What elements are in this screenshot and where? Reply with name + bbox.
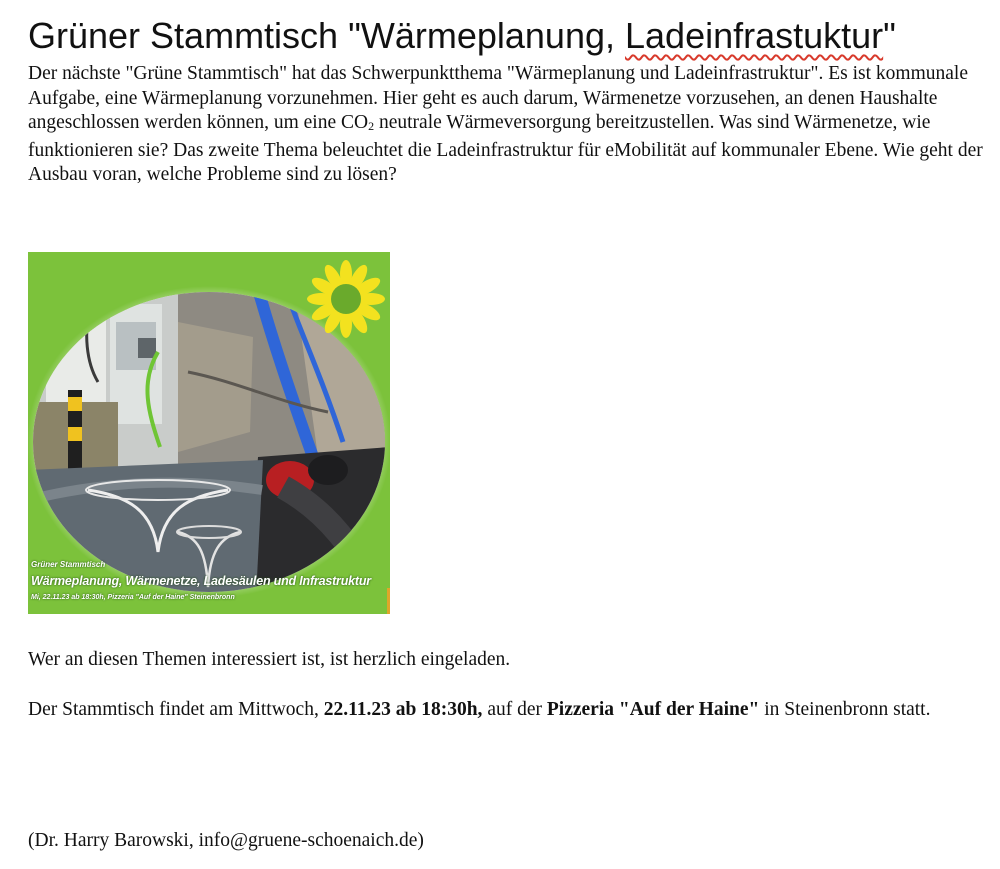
event-venue: Pizzeria "Auf der Haine" xyxy=(546,699,760,720)
event-suffix: in Steinenbronn statt. xyxy=(759,699,931,720)
flyer-event-details: Mi, 22.11.23 ab 18:30h, Pizzeria "Auf der Haine" Steinenbronn xyxy=(31,594,235,601)
page-title xyxy=(28,14,988,58)
event-prefix: Der Stammtisch findet am Mittwoch, xyxy=(28,699,324,720)
flyer-caption xyxy=(31,560,383,603)
event-details-paragraph xyxy=(28,698,988,723)
title-misspelled-word: Ladeinfrastuktur xyxy=(625,15,884,56)
intro-text-part2: neutrale Wärmeversorgung bereitzustellen. Was sind Wärmenetze, wie funktionieren sie? Das zweite Thema beleuchtet die Ladeinfrastruktur für eMobilität auf kommunaler Ebene. Wie geht der Ausbau voran, welche Probleme sind zu lösen? xyxy=(28,112,983,185)
event-flyer-image xyxy=(28,252,390,614)
event-middle: auf der xyxy=(482,699,547,720)
title-closing-quote: " xyxy=(883,15,896,56)
signature: (Dr. Harry Barowski, info@gruene-schoenaich.de) xyxy=(28,830,424,851)
intro-text-part1: Der nächste "Grüne Stammtisch" hat das Schwerpunktthema "Wärmeplanung und Ladeinfrastruktur". Es ist kommunale Aufgabe, eine Wärmeplanung vorzunehmen. Hier geht es auch darum, Wärmenetze vorzusehen, an denen Haushalte angeschlossen werden können, um eine CO xyxy=(28,63,968,133)
invitation-paragraph: Wer an diesen Themen interessiert ist, ist herzlich eingeladen. xyxy=(28,649,511,670)
image-edge-marker xyxy=(387,588,390,614)
flyer-kicker: Grüner Stammtisch xyxy=(31,560,106,569)
flyer-headline: Wärmeplanung, Wärmenetze, Ladesäulen und Infrastruktur xyxy=(31,574,371,588)
event-datetime: 22.11.23 ab 18:30h, xyxy=(323,699,483,720)
title-main: Grüner Stammtisch "Wärmeplanung, xyxy=(28,15,625,56)
co2-subscript: 2 xyxy=(368,119,375,133)
intro-paragraph xyxy=(28,62,990,188)
